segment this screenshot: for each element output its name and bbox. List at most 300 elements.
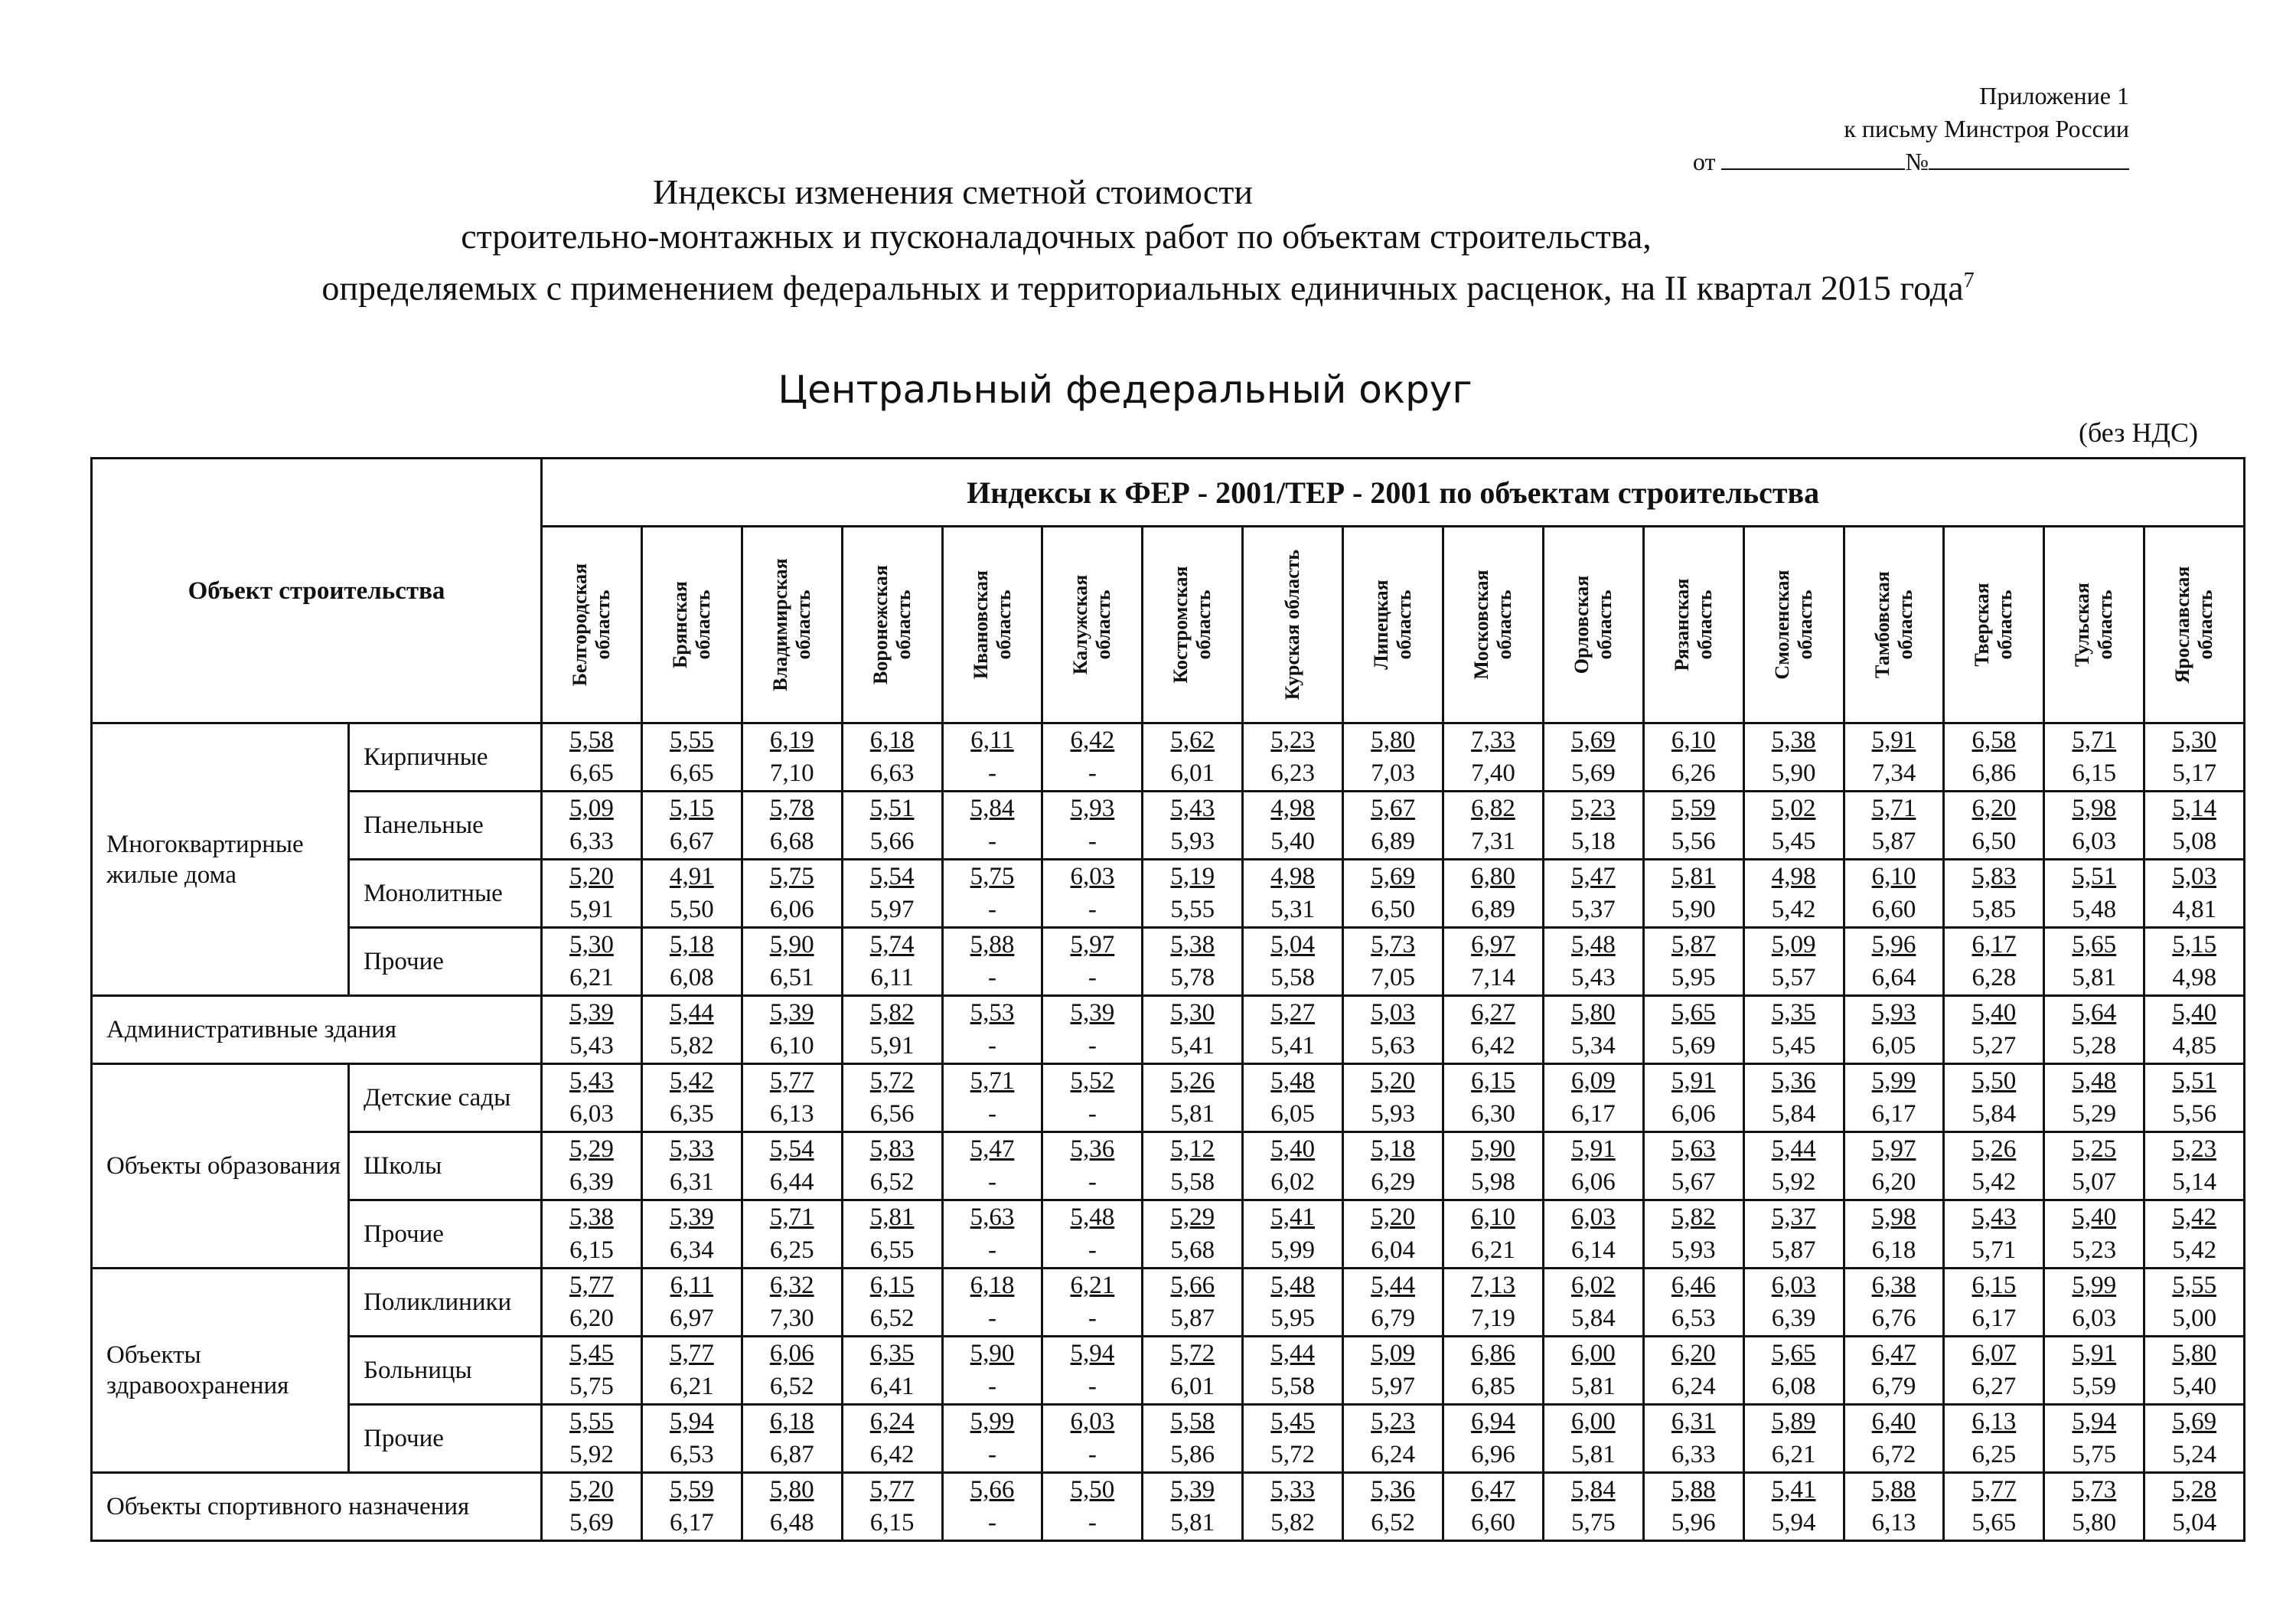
table-row: [92, 1132, 2245, 1200]
fer-index-value: 5,50: [1070, 1476, 1115, 1504]
ter-index-value: 6,10: [769, 1032, 814, 1060]
index-cell: [641, 1269, 742, 1337]
fer-index-value: 5,43: [569, 1067, 614, 1095]
index-cell: [942, 1405, 1042, 1473]
fer-index-value: 6,03: [1771, 1272, 1816, 1299]
fer-index-value: 5,44: [1270, 1340, 1316, 1367]
fer-index-value: 5,77: [869, 1476, 915, 1504]
ter-index-value: 6,41: [869, 1373, 915, 1400]
ter-index-value: 6,64: [1871, 964, 1916, 991]
fer-index-value: 5,84: [970, 795, 1015, 822]
ter-index-value: 5,58: [1270, 1373, 1316, 1400]
index-cell: [1042, 723, 1143, 792]
fer-index-value: 6,24: [869, 1408, 915, 1435]
fer-index-value: 5,97: [1070, 931, 1115, 958]
region-header: [1743, 527, 1844, 723]
indices-group-header: Индексы к ФЕР - 2001/ТЕР - 2001 по объектам строительства: [542, 459, 2245, 527]
ter-index-value: 6,27: [1971, 1373, 2017, 1400]
region-header-label: Ярославская область: [2171, 566, 2217, 684]
index-cell: [2044, 928, 2144, 996]
index-cell: [1543, 1337, 1643, 1405]
fer-index-value: 6,97: [1471, 931, 1515, 958]
ter-index-value: 5,84: [1771, 1100, 1816, 1128]
index-cell: [1944, 996, 2044, 1064]
ter-index-value: 5,43: [569, 1032, 614, 1060]
ter-index-value: 6,79: [1371, 1305, 1415, 1332]
index-cell: [1743, 928, 1844, 996]
ter-index-value: 5,81: [1170, 1509, 1215, 1536]
index-cell: [2044, 860, 2144, 928]
fer-index-value: 5,82: [869, 999, 915, 1027]
ter-index-value: 5,42: [1771, 896, 1816, 923]
index-cell: [1844, 928, 1944, 996]
index-cell: [1143, 1337, 1243, 1405]
fer-index-value: 6,21: [1070, 1272, 1115, 1299]
ter-index-value: 5,48: [2072, 896, 2117, 923]
fer-index-value: 5,74: [869, 931, 915, 958]
fer-index-value: 5,80: [769, 1476, 814, 1504]
index-cell: [1243, 996, 1343, 1064]
fer-index-value: 5,69: [1371, 863, 1415, 890]
ter-index-value: 7,31: [1471, 828, 1515, 855]
index-cell: [842, 723, 942, 792]
ter-index-value: 6,96: [1471, 1441, 1515, 1468]
fer-index-value: 6,47: [1471, 1476, 1515, 1504]
object-subtype-cell: Поликлиники: [349, 1269, 542, 1337]
fer-index-value: 5,48: [1570, 931, 1616, 958]
index-cell: [542, 860, 642, 928]
object-subtype-cell: Прочие: [349, 1200, 542, 1269]
index-cell: [641, 1405, 742, 1473]
fer-index-value: 6,20: [1971, 795, 2017, 822]
ter-index-value: -: [988, 1100, 996, 1128]
fer-index-value: 5,39: [769, 999, 814, 1027]
region-header: [2144, 527, 2245, 723]
fer-index-value: 5,63: [970, 1203, 1015, 1231]
fer-index-value: 5,09: [569, 795, 614, 822]
ter-index-value: -: [1088, 1236, 1097, 1264]
ter-index-value: 5,90: [1771, 759, 1816, 787]
index-cell: [641, 1064, 742, 1132]
index-cell: [842, 1473, 942, 1541]
index-cell: [842, 1200, 942, 1269]
fer-index-value: 5,99: [2072, 1272, 2117, 1299]
fer-index-value: 5,37: [1771, 1203, 1816, 1231]
index-cell: [1443, 1200, 1544, 1269]
index-cell: [1944, 1132, 2044, 1200]
ter-index-value: 6,42: [869, 1441, 915, 1468]
index-cell: [1643, 1269, 1743, 1337]
index-cell: [1543, 1473, 1643, 1541]
index-cell: [1743, 1337, 1844, 1405]
fer-index-value: 5,51: [869, 795, 915, 822]
ter-index-value: 6,97: [669, 1305, 714, 1332]
table-body: [92, 723, 2245, 1541]
fer-index-value: 6,19: [769, 727, 814, 754]
fer-index-value: 5,38: [569, 1203, 614, 1231]
index-cell: [1844, 1200, 1944, 1269]
fer-index-value: 5,73: [2072, 1476, 2117, 1504]
index-cell: [842, 928, 942, 996]
ter-index-value: 5,29: [2072, 1100, 2117, 1128]
ter-index-value: 5,17: [2172, 759, 2217, 787]
ter-index-value: -: [988, 1509, 996, 1536]
fer-index-value: 6,35: [869, 1340, 915, 1367]
index-cell: [1844, 1269, 1944, 1337]
fer-index-value: 5,77: [769, 1067, 814, 1095]
index-cell: [1042, 1337, 1143, 1405]
fer-index-value: 5,20: [569, 1476, 614, 1504]
object-subtype-cell: Школы: [349, 1132, 542, 1200]
ter-index-value: 6,03: [569, 1100, 614, 1128]
fer-index-value: 5,97: [1871, 1135, 1916, 1163]
ter-index-value: 5,87: [1871, 828, 1916, 855]
region-header-label: Ивановская область: [969, 570, 1015, 680]
index-cell: [641, 1132, 742, 1200]
ter-index-value: 5,75: [2072, 1441, 2117, 1468]
ter-index-value: 6,52: [869, 1305, 915, 1332]
index-cell: [1343, 996, 1443, 1064]
region-title: Центральный федеральный округ: [778, 367, 1473, 412]
table-row: [92, 996, 2245, 1064]
index-cell: [641, 723, 742, 792]
ter-index-value: 5,84: [1570, 1305, 1616, 1332]
fer-index-value: 6,15: [1971, 1272, 2017, 1299]
fer-index-value: 5,75: [769, 863, 814, 890]
ter-index-value: 7,30: [769, 1305, 814, 1332]
index-cell: [1443, 1064, 1544, 1132]
index-cell: [942, 723, 1042, 792]
region-header: [1443, 527, 1544, 723]
fer-index-value: 5,89: [1771, 1408, 1816, 1435]
fer-index-value: 5,20: [1371, 1203, 1415, 1231]
ter-index-value: 5,55: [1170, 896, 1215, 923]
index-cell: [1243, 723, 1343, 792]
ter-index-value: -: [1088, 1509, 1097, 1536]
index-cell: [1343, 1200, 1443, 1269]
table-row: [92, 723, 2245, 792]
ter-index-value: 5,81: [2072, 964, 2117, 991]
ter-index-value: 6,06: [769, 896, 814, 923]
ter-index-value: 7,03: [1371, 759, 1415, 787]
fer-index-value: 5,80: [2172, 1340, 2217, 1367]
region-header: [1643, 527, 1743, 723]
fer-index-value: 5,25: [2072, 1135, 2117, 1163]
fer-index-value: 5,80: [1371, 727, 1415, 754]
ter-index-value: 5,69: [1570, 759, 1616, 787]
ter-index-value: 5,69: [1671, 1032, 1716, 1060]
region-header: [942, 527, 1042, 723]
index-cell: [1343, 1064, 1443, 1132]
fer-index-value: 5,81: [1671, 863, 1716, 890]
fer-index-value: 6,09: [1570, 1067, 1616, 1095]
index-cell: [1343, 792, 1443, 860]
region-header-label: Брянская область: [668, 581, 714, 668]
fer-index-value: 5,48: [1070, 1203, 1115, 1231]
ter-index-value: 6,42: [1471, 1032, 1515, 1060]
ter-index-value: 5,80: [2072, 1509, 2117, 1536]
index-cell: [641, 860, 742, 928]
index-cell: [1143, 1405, 1243, 1473]
region-header-label: Тамбовская область: [1870, 571, 1916, 678]
ter-index-value: -: [988, 1373, 996, 1400]
fer-index-value: 6,02: [1570, 1272, 1616, 1299]
ter-index-value: -: [1088, 1305, 1097, 1332]
index-cell: [2044, 1132, 2144, 1200]
ter-index-value: 5,97: [869, 896, 915, 923]
ter-index-value: 6,08: [669, 964, 714, 991]
ter-index-value: -: [1088, 1373, 1097, 1400]
ter-index-value: 6,13: [769, 1100, 814, 1128]
index-cell: [742, 1473, 842, 1541]
appendix-number-blank: [1929, 149, 2129, 170]
ter-index-value: 6,21: [1471, 1236, 1515, 1264]
ter-index-value: 6,72: [1871, 1441, 1916, 1468]
index-cell: [1042, 860, 1143, 928]
region-header: [1243, 527, 1343, 723]
index-cell: [1944, 860, 2044, 928]
index-cell: [1443, 723, 1544, 792]
fer-index-value: 5,99: [970, 1408, 1015, 1435]
fer-index-value: 5,04: [1270, 931, 1316, 958]
index-cell: [742, 860, 842, 928]
fer-index-value: 5,09: [1371, 1340, 1415, 1367]
index-cell: [742, 723, 842, 792]
index-cell: [1443, 1132, 1544, 1200]
ter-index-value: 6,85: [1471, 1373, 1515, 1400]
index-cell: [1343, 928, 1443, 996]
fer-index-value: 5,66: [1170, 1272, 1215, 1299]
fer-index-value: 6,11: [670, 1272, 714, 1299]
fer-index-value: 5,26: [1971, 1135, 2017, 1163]
region-header-label: Московская область: [1469, 570, 1515, 680]
fer-index-value: 6,06: [769, 1340, 814, 1367]
ter-index-value: 6,76: [1871, 1305, 1916, 1332]
fer-index-value: 5,09: [1771, 931, 1816, 958]
index-cell: [1844, 723, 1944, 792]
region-header: [742, 527, 842, 723]
ter-index-value: 6,65: [569, 759, 614, 787]
ter-index-value: 5,92: [1771, 1168, 1816, 1196]
fer-index-value: 5,54: [769, 1135, 814, 1163]
ter-index-value: 5,67: [1671, 1168, 1716, 1196]
index-cell: [1243, 1269, 1343, 1337]
index-cell: [2144, 928, 2245, 996]
index-cell: [542, 1473, 642, 1541]
ter-index-value: 5,94: [1771, 1509, 1816, 1536]
index-cell: [1944, 1337, 2044, 1405]
fer-index-value: 5,52: [1070, 1067, 1115, 1095]
ter-index-value: 6,24: [1671, 1373, 1716, 1400]
fer-index-value: 5,40: [2072, 1203, 2117, 1231]
index-cell: [641, 1337, 742, 1405]
index-cell: [1543, 723, 1643, 792]
region-header: [1042, 527, 1143, 723]
ter-index-value: 5,42: [1971, 1168, 2017, 1196]
fer-index-value: 5,47: [1570, 863, 1616, 890]
ter-index-value: 5,65: [1971, 1509, 2017, 1536]
ter-index-value: 6,60: [1871, 896, 1916, 923]
index-cell: [1243, 1200, 1343, 1269]
index-cell: [842, 1132, 942, 1200]
region-header: [1143, 527, 1243, 723]
fer-index-value: 5,48: [1270, 1067, 1316, 1095]
fer-index-value: 5,27: [1270, 999, 1316, 1027]
fer-index-value: 5,30: [2172, 727, 2217, 754]
fer-index-value: 5,90: [1471, 1135, 1515, 1163]
index-cell: [542, 1337, 642, 1405]
index-cell: [842, 996, 942, 1064]
index-cell: [1543, 1405, 1643, 1473]
region-header: [842, 527, 942, 723]
ter-index-value: 6,03: [2072, 828, 2117, 855]
index-cell: [1543, 996, 1643, 1064]
ter-index-value: 5,90: [1671, 896, 1716, 923]
ter-index-value: 5,81: [1170, 1100, 1215, 1128]
ter-index-value: 5,98: [1471, 1168, 1515, 1196]
index-cell: [1944, 1405, 2044, 1473]
fer-index-value: 5,28: [2172, 1476, 2217, 1504]
index-cell: [842, 1405, 942, 1473]
ter-index-value: 5,82: [1270, 1509, 1316, 1536]
fer-index-value: 5,98: [2072, 795, 2117, 822]
index-cell: [1243, 1132, 1343, 1200]
ter-index-value: 5,66: [869, 828, 915, 855]
ter-index-value: 5,57: [1771, 964, 1816, 991]
fer-index-value: 6,58: [1971, 727, 2017, 754]
ter-index-value: 6,86: [1971, 759, 2017, 787]
ter-index-value: 6,18: [1871, 1236, 1916, 1264]
object-subtype-cell: Кирпичные: [349, 723, 542, 792]
fer-index-value: 5,75: [970, 863, 1015, 890]
ter-index-value: 6,24: [1371, 1441, 1415, 1468]
ter-index-value: -: [1088, 1100, 1097, 1128]
region-header: [1944, 527, 2044, 723]
fer-index-value: 6,82: [1471, 795, 1515, 822]
ter-index-value: 6,33: [569, 828, 614, 855]
ter-index-value: -: [1088, 896, 1097, 923]
ter-index-value: 6,39: [1771, 1305, 1816, 1332]
index-cell: [2144, 1269, 2245, 1337]
ter-index-value: 6,17: [669, 1509, 714, 1536]
ter-index-value: 6,17: [1971, 1305, 2017, 1332]
fer-index-value: 5,53: [970, 999, 1015, 1027]
fer-index-value: 6,86: [1471, 1340, 1515, 1367]
index-cell: [1844, 1473, 1944, 1541]
fer-index-value: 5,67: [1371, 795, 1415, 822]
region-header: [1844, 527, 1944, 723]
fer-index-value: 5,82: [1671, 1203, 1716, 1231]
fer-index-value: 6,18: [970, 1272, 1015, 1299]
ter-index-value: 5,41: [1270, 1032, 1316, 1060]
fer-index-value: 5,91: [1871, 727, 1916, 754]
fer-index-value: 5,65: [1671, 999, 1716, 1027]
index-cell: [1243, 1064, 1343, 1132]
index-cell: [641, 792, 742, 860]
index-cell: [542, 1132, 642, 1200]
ter-index-value: 6,87: [769, 1441, 814, 1468]
fer-index-value: 5,90: [970, 1340, 1015, 1367]
ter-index-value: 6,03: [2072, 1305, 2117, 1332]
ter-index-value: 6,55: [869, 1236, 915, 1264]
fer-index-value: 5,50: [1971, 1067, 2017, 1095]
index-cell: [1443, 1473, 1544, 1541]
fer-index-value: 5,35: [1771, 999, 1816, 1027]
fer-index-value: 5,55: [2172, 1272, 2217, 1299]
ter-index-value: 6,65: [669, 759, 714, 787]
fer-index-value: 5,42: [669, 1067, 714, 1095]
index-cell: [2044, 1337, 2144, 1405]
fer-index-value: 5,65: [2072, 931, 2117, 958]
index-cell: [942, 1132, 1042, 1200]
ter-index-value: 5,37: [1570, 896, 1616, 923]
appendix-header: [1693, 80, 2129, 178]
index-cell: [942, 860, 1042, 928]
ter-index-value: 5,40: [2172, 1373, 2217, 1400]
fer-index-value: 5,96: [1871, 931, 1916, 958]
table-row: [92, 1405, 2245, 1473]
object-subtype-cell: Панельные: [349, 792, 542, 860]
ter-index-value: 5,14: [2172, 1168, 2217, 1196]
index-cell: [1042, 1473, 1143, 1541]
index-cell: [742, 1337, 842, 1405]
index-cell: [1643, 723, 1743, 792]
fer-index-value: 6,38: [1871, 1272, 1916, 1299]
index-cell: [641, 996, 742, 1064]
region-header-label: Костромская область: [1169, 566, 1215, 684]
ter-index-value: 6,79: [1871, 1373, 1916, 1400]
fer-index-value: 5,41: [1771, 1476, 1816, 1504]
fer-index-value: 5,72: [869, 1067, 915, 1095]
ter-index-value: 5,43: [1570, 964, 1616, 991]
index-cell: [942, 1337, 1042, 1405]
index-cell: [742, 1405, 842, 1473]
fer-index-value: 5,98: [1871, 1203, 1916, 1231]
fer-index-value: 6,27: [1471, 999, 1515, 1027]
ter-index-value: 6,50: [1371, 896, 1415, 923]
index-cell: [1944, 1473, 2044, 1541]
ter-index-value: 5,04: [2172, 1509, 2217, 1536]
appendix-date-blank: [1721, 149, 1905, 170]
index-cell: [1643, 996, 1743, 1064]
index-cell: [2144, 1132, 2245, 1200]
index-cell: [1443, 792, 1544, 860]
index-cell: [2144, 1473, 2245, 1541]
fer-index-value: 5,58: [569, 727, 614, 754]
ter-index-value: 6,11: [870, 964, 914, 991]
fer-index-value: 5,18: [669, 931, 714, 958]
fer-index-value: 5,87: [1671, 931, 1716, 958]
region-header-label: Тульская область: [2071, 583, 2117, 667]
ter-index-value: 5,00: [2172, 1305, 2217, 1332]
index-cell: [742, 1132, 842, 1200]
fer-index-value: 6,94: [1471, 1408, 1515, 1435]
ter-index-value: 5,31: [1270, 896, 1316, 923]
fer-index-value: 6,13: [1971, 1408, 2017, 1435]
ter-index-value: 6,35: [669, 1100, 714, 1128]
region-header: [1343, 527, 1443, 723]
vat-note: (без НДС): [2078, 417, 2198, 448]
ter-index-value: 7,40: [1471, 759, 1515, 787]
table-row: [92, 1473, 2245, 1541]
ter-index-value: 5,18: [1570, 828, 1616, 855]
ter-index-value: 6,05: [1270, 1100, 1316, 1128]
region-header-label: Белгородская область: [568, 563, 614, 687]
ter-index-value: -: [1088, 828, 1097, 855]
fer-index-value: 5,41: [1270, 1203, 1316, 1231]
index-cell: [1944, 928, 2044, 996]
fer-index-value: 5,14: [2172, 795, 2217, 822]
